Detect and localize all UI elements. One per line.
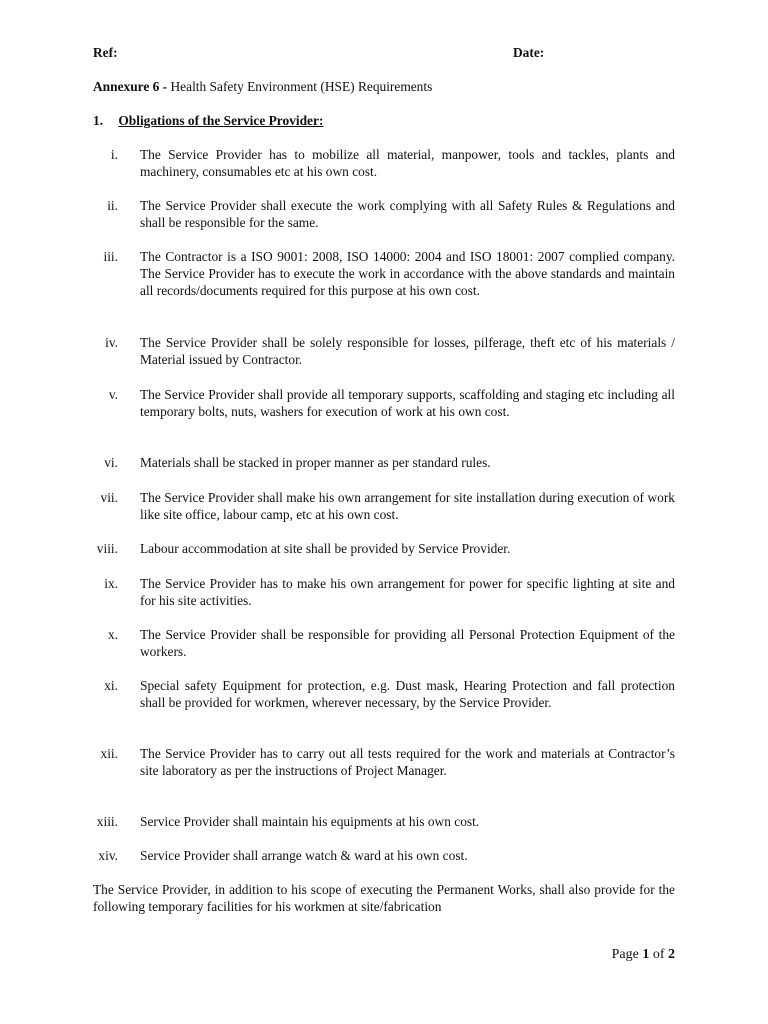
of-word: of xyxy=(652,947,665,962)
item-text: Service Provider shall maintain his equipments at his own cost. xyxy=(140,814,480,829)
item-numeral: xiii. xyxy=(96,814,118,829)
item-text: The Service Provider has to carry out all tests required for the work and materials at Contractor’s site laboratory as per the instructions of Project Manager. xyxy=(140,746,675,778)
item-numeral: vii. xyxy=(100,490,118,505)
annexure-label: Annexure 6 - xyxy=(93,79,168,94)
item-text: The Service Provider shall be solely responsible for losses, pilferage, theft etc of his materials / Material issued by Contractor. xyxy=(140,335,675,367)
item-text: Labour accommodation at site shall be provided by Service Provider. xyxy=(140,541,511,556)
section-title: Obligations of the Service Provider: xyxy=(118,113,324,128)
date-label: Date: xyxy=(513,45,545,60)
item-text: The Service Provider shall provide all temporary supports, scaffolding and staging etc including all temporary bolts, nuts, washers for execution of work at his own cost. xyxy=(140,387,675,419)
item-numeral: iii. xyxy=(103,249,118,264)
item-numeral: xiv. xyxy=(98,848,118,863)
page-number-footer xyxy=(580,946,675,963)
closing-paragraph: The Service Provider, in addition to his scope of executing the Permanent Works, shall also provide for the following temporary facilities for his workmen at site/fabrication xyxy=(93,882,675,914)
section-heading xyxy=(93,112,323,129)
item-numeral: i. xyxy=(110,147,118,162)
item-text: The Service Provider has to make his own arrangement for power for specific lighting at site and for his site activities. xyxy=(140,576,675,608)
item-text: The Service Provider shall execute the work complying with all Safety Rules & Regulations and shall be responsible for the same. xyxy=(140,198,675,230)
item-text: The Service Provider shall make his own arrangement for site installation during execution of work like site office, labour camp, etc at his own cost. xyxy=(140,490,675,522)
item-text: Special safety Equipment for protection, e.g. Dust mask, Hearing Protection and fall protection shall be provided for workmen, wherever necessary, by the Service Provider. xyxy=(140,678,675,710)
item-text: The Contractor is a ISO 9001: 2008, ISO 14000: 2004 and ISO 18001: 2007 complied company. The Service Provider has to execute the work in accordance with the above standards and maintain all records/documents required for this purpose at his own cost. xyxy=(140,249,675,298)
item-numeral: viii. xyxy=(96,541,118,556)
item-numeral: iv. xyxy=(105,335,118,350)
ref-label: Ref: xyxy=(93,45,118,60)
item-text: Service Provider shall arrange watch & ward at his own cost. xyxy=(140,848,468,863)
item-numeral: xii. xyxy=(100,746,118,761)
item-numeral: x. xyxy=(107,627,118,642)
item-text: Materials shall be stacked in proper manner as per standard rules. xyxy=(140,455,491,470)
item-numeral: ii. xyxy=(107,198,118,213)
total-pages: 2 xyxy=(668,947,675,962)
section-number: 1. xyxy=(93,113,104,128)
item-numeral: vi. xyxy=(104,455,118,470)
item-numeral: ix. xyxy=(104,576,118,591)
annexure-title: Health Safety Environment (HSE) Requirements xyxy=(170,79,433,94)
annexure-heading xyxy=(93,78,693,95)
item-numeral: xi. xyxy=(104,678,118,693)
item-text: The Service Provider shall be responsible for providing all Personal Protection Equipment of the workers. xyxy=(140,627,675,659)
item-text: The Service Provider has to mobilize all material, manpower, tools and tackles, plants and machinery, consumables etc at his own cost. xyxy=(140,147,675,179)
page-word: Page xyxy=(611,947,639,962)
item-numeral: v. xyxy=(108,387,118,402)
current-page: 1 xyxy=(642,947,650,962)
